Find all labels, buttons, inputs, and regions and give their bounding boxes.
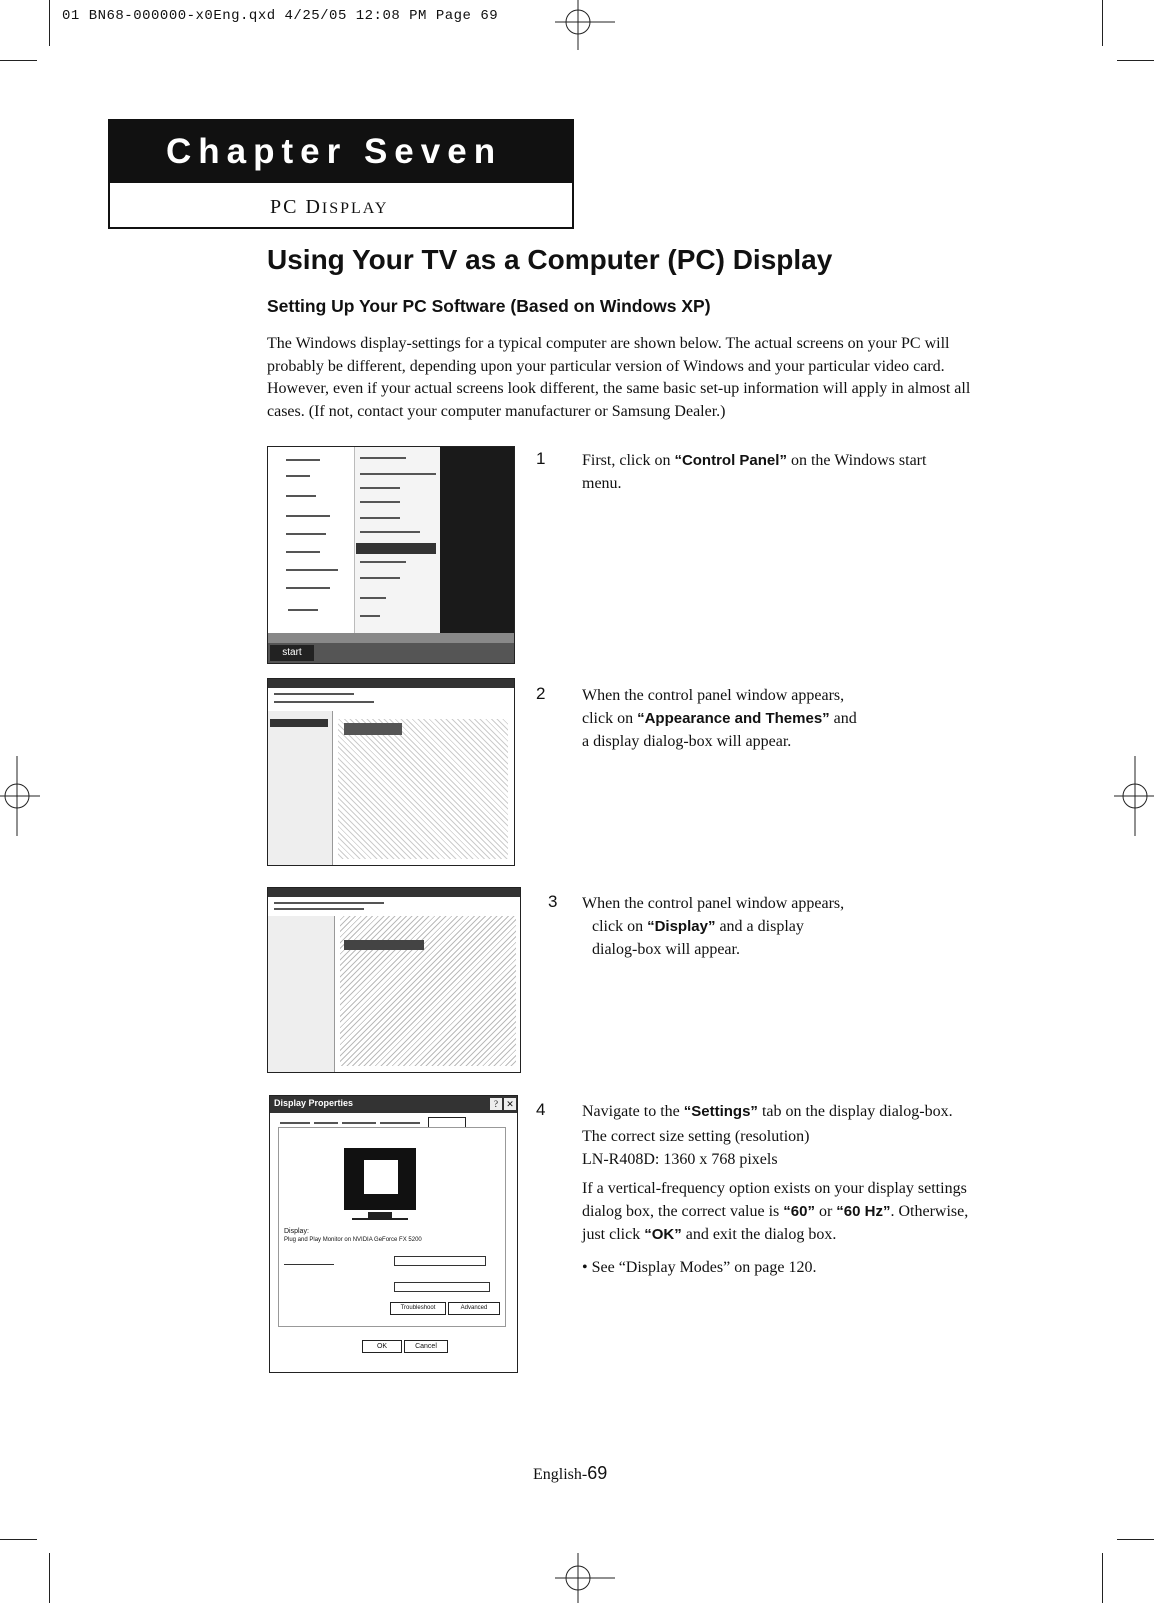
settings-label: “Settings”	[683, 1103, 758, 1120]
page-footer: English-69	[533, 1463, 608, 1483]
chapter-title: Chapter Seven	[110, 121, 572, 183]
crop-mark-top-right	[1102, 0, 1103, 46]
dialog-titlebar	[270, 1096, 518, 1113]
start-menu-screenshot	[267, 446, 515, 664]
intro-paragraph: The Windows display-settings for a typical computer are shown below. The actual screens on your PC will probably be different, depending upon your particular version of Windows and your particular video card. However, even if your actual screens look different, the same basic set-up information will apply in almost all cases. (If not, contact your computer manufacturer or Samsung Dealer.)	[267, 335, 971, 420]
appearance-themes-label: “Appearance and Themes”	[637, 710, 830, 727]
display-label: “Display”	[647, 918, 716, 935]
control-panel-label: “Control Panel”	[674, 452, 787, 469]
step-3-text: When the control panel window appears, click on “Display” and a display dialog-box will appear.	[582, 895, 845, 958]
task-pane	[268, 916, 335, 1073]
crop-mark-bottom-left-h	[0, 1539, 37, 1540]
display-label-small: Display:	[284, 1228, 309, 1235]
step-4-number: 4	[536, 1100, 546, 1119]
step-3-number: 3	[548, 892, 558, 911]
window-titlebar	[268, 888, 521, 897]
frequency-paragraph: If a vertical-frequency option exists on your display settings dialog box, the correct value is “60” or “60 Hz”. Otherwise, just click “OK” and exit the dialog box.	[582, 1180, 969, 1243]
display-modes-note: • See “Display Modes” on page 120.	[582, 1259, 817, 1276]
registration-mark-left	[0, 756, 40, 836]
crop-mark-top-right-h	[1117, 60, 1154, 61]
appearance-and-themes-highlight[interactable]	[344, 723, 402, 735]
slug-line: 01 BN68-000000-x0Eng.qxd 4/25/05 12:08 PM Page 69	[62, 8, 499, 24]
registration-mark-top	[555, 0, 615, 50]
crop-mark-top-left-h	[0, 60, 37, 61]
appearance-themes-screenshot	[267, 887, 521, 1073]
resolution-slider[interactable]	[284, 1256, 334, 1265]
monitor-preview	[344, 1148, 416, 1210]
resolution-value: LN-R408D: 1360 x 768 pixels	[582, 1151, 778, 1168]
display-properties-screenshot	[269, 1095, 518, 1373]
control-panel-highlight[interactable]	[356, 543, 436, 554]
ok-button[interactable]: OK	[362, 1340, 402, 1353]
control-panel-titlebar	[268, 679, 515, 688]
display-options	[340, 916, 516, 1066]
crop-mark-bottom-right-h	[1117, 1539, 1154, 1540]
help-icon[interactable]: ?	[490, 1098, 502, 1110]
close-icon[interactable]: ✕	[504, 1098, 516, 1110]
step-4-text: Navigate to the “Settings” tab on the display dialog-box. The correct size setting (resolution) LN-R408D: 1360 x 768 pixels If a vertical-frequency option exists on your display settings dialog box, the correct value is “60” or “60 Hz”. Otherwise, just click “OK” and exit the dialog box. • See “Display Modes” on page 120.	[582, 1100, 982, 1279]
color-quality-select[interactable]	[394, 1256, 486, 1266]
control-panel-task-pane	[268, 711, 333, 866]
crop-mark-top-left	[49, 0, 50, 46]
crop-mark-bottom-left	[49, 1553, 50, 1603]
start-menu-left-pane	[268, 447, 354, 633]
display-link-highlight[interactable]	[344, 940, 424, 950]
page-number: 69	[587, 1463, 608, 1483]
control-panel-categories	[338, 719, 508, 859]
subtitle-cap: PC D	[270, 196, 322, 218]
step-2-text: When the control panel window appears, click on “Appearance and Themes” and a display dialog-box will appear.	[582, 687, 857, 750]
step-1-number: 1	[536, 449, 546, 468]
start-menu-bottom-bar	[268, 633, 515, 643]
section-heading: Setting Up Your PC Software (Based on Windows XP)	[267, 296, 711, 316]
control-panel-screenshot	[267, 678, 515, 866]
chapter-header	[108, 119, 574, 229]
desktop-background	[440, 447, 515, 637]
registration-mark-right	[1114, 756, 1154, 836]
chapter-subtitle	[110, 183, 572, 227]
start-button[interactable]: start	[270, 645, 314, 661]
step-1-text: First, click on “Control Panel” on the Windows start menu.	[582, 452, 927, 492]
advanced-button[interactable]: Advanced	[448, 1302, 500, 1315]
step-2-number: 2	[536, 684, 546, 703]
crop-mark-bottom-right	[1102, 1553, 1103, 1603]
page-title: Using Your TV as a Computer (PC) Display	[267, 244, 833, 275]
dialog-title: Display Properties	[274, 1098, 354, 1108]
subtitle-rest: ISPLAY	[321, 200, 389, 217]
monitor-name: Plug and Play Monitor on NVIDIA GeForce FX 5200	[284, 1237, 422, 1243]
troubleshoot-button[interactable]: Troubleshoot	[390, 1302, 446, 1315]
registration-mark-bottom	[555, 1553, 615, 1603]
cancel-button[interactable]: Cancel	[404, 1340, 448, 1353]
